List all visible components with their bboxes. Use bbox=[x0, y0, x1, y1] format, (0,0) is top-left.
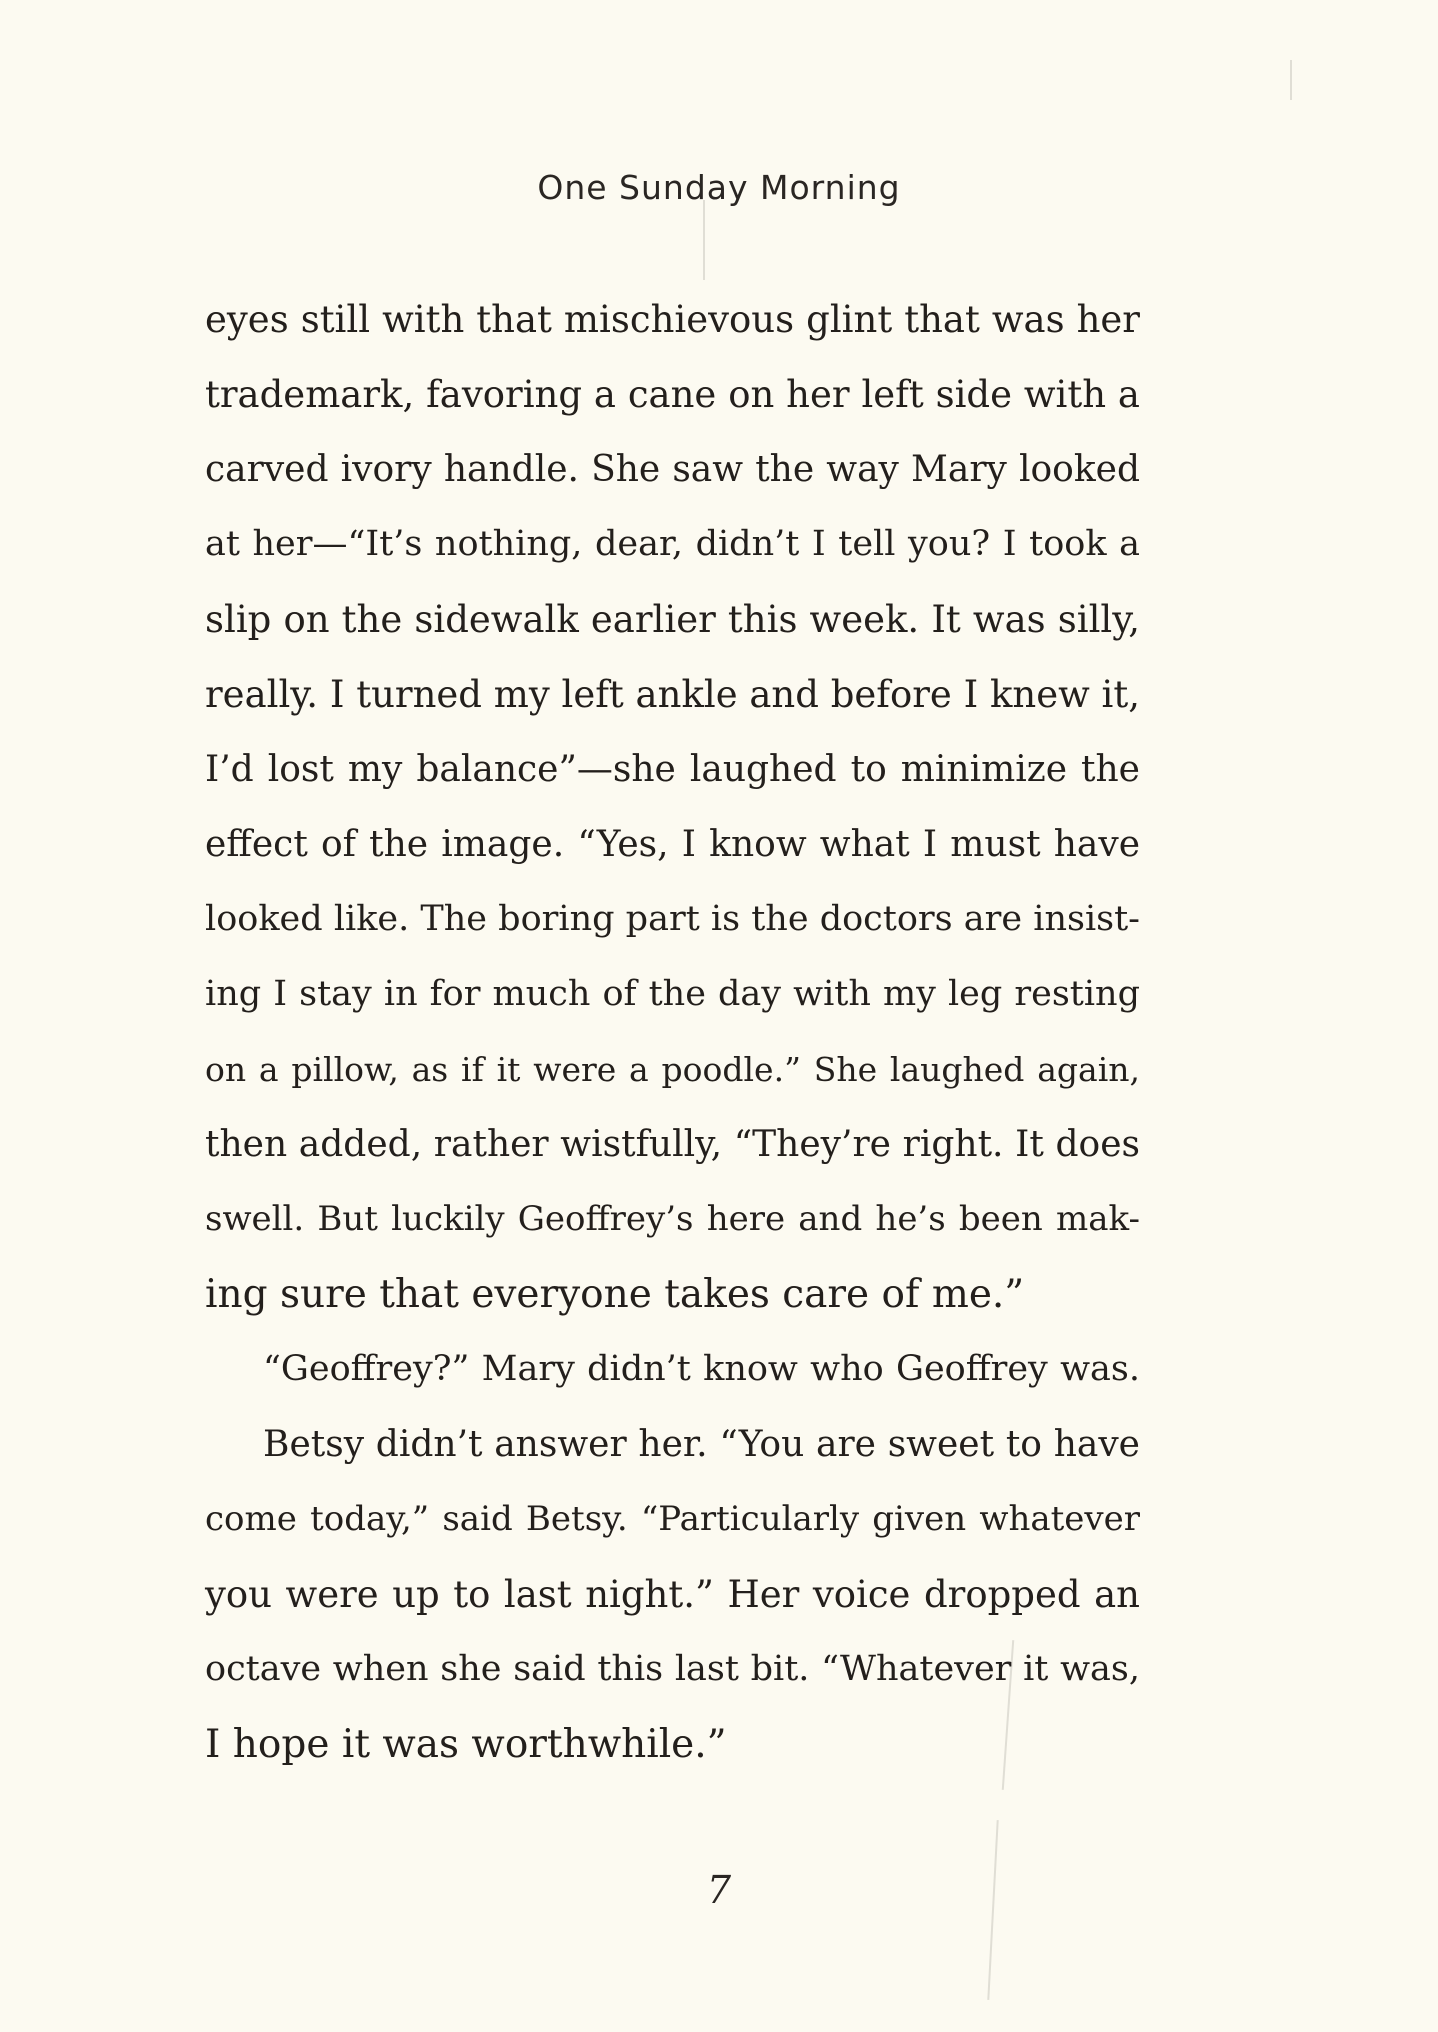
text-line: I’d lost my balance”—she laughed to minimize the bbox=[205, 749, 1140, 790]
text-line: really. I turned my left ankle and before I knew it, bbox=[205, 673, 1141, 716]
text-line: ing I stay in for much of the day with my leg resting bbox=[205, 974, 1140, 1014]
running-head: One Sunday Morning bbox=[537, 168, 901, 207]
text-line: trademark, favoring a cane on her left side with a bbox=[205, 373, 1140, 416]
body-text bbox=[205, 282, 1140, 1782]
text-line: on a pillow, as if it were a poodle.” She laughed again, bbox=[205, 1050, 1140, 1089]
text-line: at her—“It’s nothing, dear, didn’t I tell you? I took a bbox=[205, 524, 1140, 564]
text-line: “Geoffrey?” Mary didn’t know who Geoffrey was. bbox=[263, 1349, 1140, 1389]
text-line: looked like. The boring part is the doctors are insist- bbox=[205, 899, 1140, 939]
scan-artifact-line bbox=[1290, 60, 1292, 100]
scan-artifact-line bbox=[703, 200, 705, 280]
text-line: then added, rather wistfully, “They’re right. It does bbox=[205, 1124, 1140, 1165]
text-line: swell. But luckily Geoffrey’s here and he’s been mak- bbox=[205, 1199, 1140, 1239]
text-line: slip on the sidewalk earlier this week. It was silly, bbox=[205, 598, 1140, 641]
text-line: carved ivory handle. She saw the way Mary looked bbox=[205, 449, 1140, 490]
text-line: octave when she said this last bit. “Whatever it was, bbox=[205, 1649, 1140, 1689]
text-line: Betsy didn’t answer her. “You are sweet to have bbox=[263, 1424, 1140, 1465]
text-line: ing sure that everyone takes care of me.” bbox=[205, 1272, 1025, 1317]
page-number: 7 bbox=[706, 1868, 732, 1912]
text-line: effect of the image. “Yes, I know what I must have bbox=[205, 824, 1140, 865]
text-line: eyes still with that mischievous glint that was her bbox=[205, 298, 1140, 341]
text-line: you were up to last night.” Her voice dropped an bbox=[205, 1573, 1140, 1616]
text-line: I hope it was worthwhile.” bbox=[205, 1722, 727, 1767]
text-line: come today,” said Betsy. “Particularly given whatever bbox=[205, 1499, 1140, 1539]
